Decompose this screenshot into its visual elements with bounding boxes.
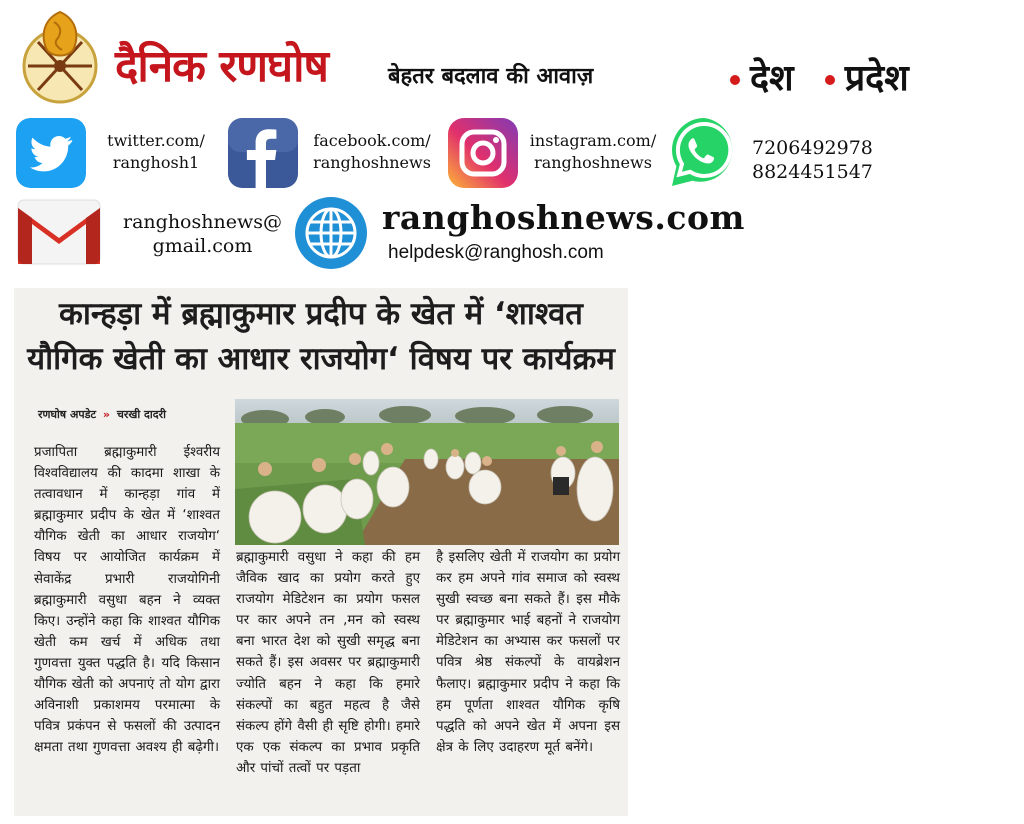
email-address[interactable] [110, 210, 295, 258]
section-pradesh-label: प्रदेश [844, 58, 909, 99]
phone-numbers [752, 136, 873, 184]
helpdesk-email[interactable]: helpdesk@ranghosh.com [388, 242, 604, 263]
instagram-line1: instagram.com/ [529, 131, 657, 150]
headline-line-1: कान्हड़ा में ब्रह्माकुमार प्रदीप के खेत में ‘शाश्वत [59, 296, 583, 332]
conch-logo [14, 8, 106, 104]
masthead-title: दैनिक रणघोष [115, 41, 328, 92]
facebook-line1: facebook.com/ [313, 131, 431, 150]
byline [38, 407, 166, 422]
byline-separator: » [102, 408, 111, 421]
gmail-icon[interactable] [16, 198, 102, 266]
article-column-2: ब्रह्माकुमारी वसुधा ने कहा की हम जैविक खाद का प्रयोग करते हुए राजयोग मेडिटेशन का प्रयोग फसल पर कार अपने तन ,मन को स्वस्थ बना भारत देश को सुखी समृद्ध बना सकते हैं। इस अवसर पर ब्रह्माकुमारी ज्योति बहन ने कहा कि हमारे संकल्पों का बहुत महत्व है जैसे संकल्प होंगे वैसी ही सृष्टि होगी। हमारे एक एक संकल्प का प्रभाव प्रकृति और पांचों तत्वों पर पड़ता [236, 550, 420, 776]
twitter-icon[interactable] [16, 118, 86, 188]
instagram-line2: ranghoshnews [534, 153, 652, 172]
instagram-icon[interactable] [448, 118, 518, 188]
email-line1: ranghoshnews@ [123, 211, 282, 233]
article-photo [235, 399, 619, 545]
byline-place: चरखी दादरी [116, 408, 166, 421]
byline-source: रणघोष अपडेट [38, 408, 97, 421]
website-url[interactable]: ranghoshnews.com [382, 198, 745, 237]
tagline: बेहतर बदलाव की आवाज़ [388, 64, 594, 89]
twitter-line2: ranghosh1 [112, 153, 200, 172]
email-line2: gmail.com [152, 235, 253, 257]
facebook-line2: ranghoshnews [313, 153, 431, 172]
phone-number-1[interactable]: 7206492978 [752, 137, 873, 159]
twitter-handle[interactable] [104, 130, 208, 174]
section-pradesh[interactable] [825, 58, 909, 99]
twitter-line1: twitter.com/ [107, 131, 205, 150]
facebook-handle[interactable] [308, 130, 436, 174]
whatsapp-icon[interactable] [666, 114, 742, 192]
bullet-dot [825, 75, 835, 85]
section-desh-label: देश [750, 58, 794, 99]
facebook-icon[interactable] [228, 118, 298, 188]
instagram-handle[interactable] [526, 130, 660, 174]
article-headline [14, 292, 628, 382]
globe-icon[interactable] [294, 196, 368, 270]
article-column-3: है इसलिए खेती में राजयोग का प्रयोग कर हम अपने गांव समाज को स्वस्थ सुखी स्वच्छ बना सकते हैं। इस मौके पर ब्रह्माकुमार भाई बहनों ने राजयोग मेडिटेशन का अभ्यास कर फसलों पर पवित्र श्रेष्ठ संकल्पों के वायब्रेशन फैलाए। ब्रह्माकुमार प्रदीप ने कहा कि हम पूर्णता शाश्वत यौगिक कृषि पद्धति को अपने खेत में अपना इस क्षेत्र के लिए उदाहरण मूर्त बनेंगे। [436, 550, 620, 755]
article-column-1: प्रजापिता ब्रह्माकुमारी ईश्वरीय विश्वविद्यालय की कादमा शाखा के तत्वावधान में कान्हड़ा गांव में ब्रह्माकुमार प्रदीप के खेत में ‘शाश्वत यौगिक खेती का आधार राजयोग‘ विषय पर आयोजित कार्यक्रम में सेवाकेंद्र प्रभारी राजयोगिनी ब्रह्माकुमारी वसुधा बहन ने व्यक्त किए। उन्होंने कहा कि शाश्वत यौगिक खेती कम खर्च में अधिक तथा गुणवत्ता युक्त पद्धति है। यदि किसान यौगिक खेती को अपनाएं तो योग द्वारा अविनाशी प्रकाशमय परमात्मा के पवित्र प्रकंपन से फसलों की उत्पादन क्षमता तथा गुणवत्ता अवश्य ही बढ़ेगी। [34, 445, 220, 756]
section-desh[interactable] [730, 58, 794, 99]
headline-line-2: यौगिक खेती का आधार राजयोग‘ विषय पर कार्यक्रम [27, 341, 615, 377]
section-tags [730, 52, 935, 101]
bullet-dot [730, 75, 740, 85]
phone-number-2[interactable]: 8824451547 [752, 161, 873, 183]
